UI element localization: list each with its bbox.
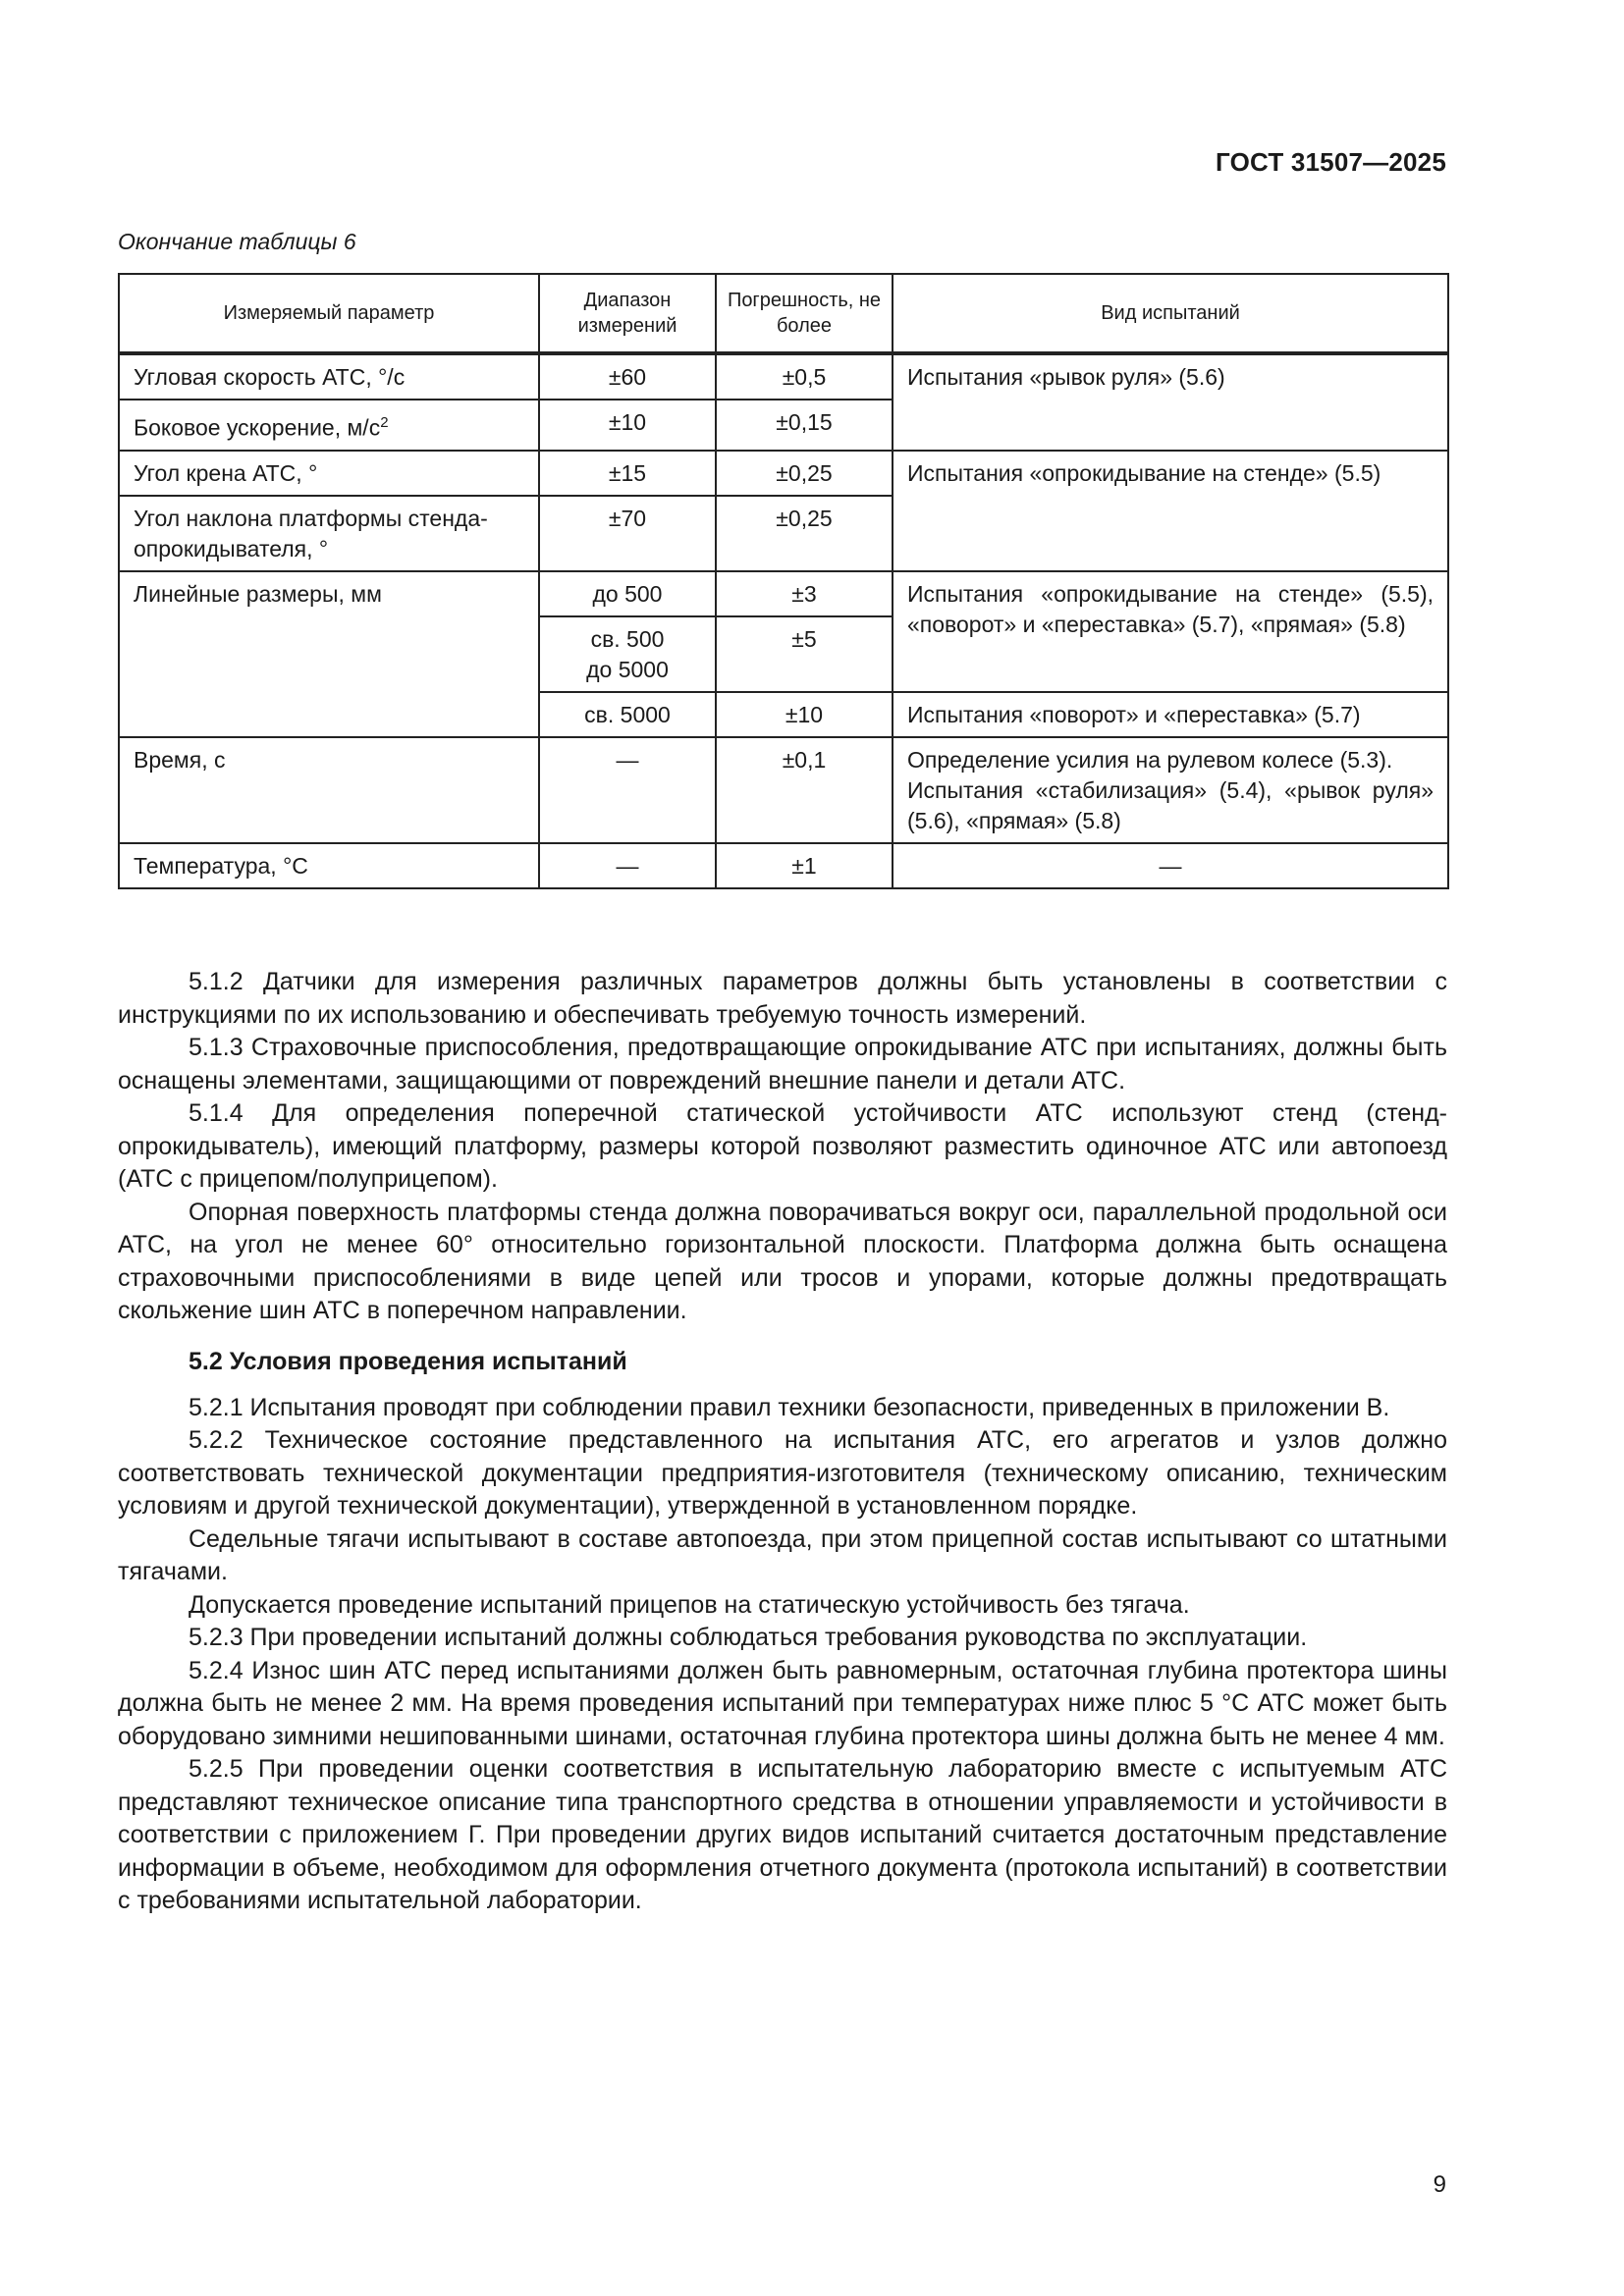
cell-range: — (539, 843, 716, 888)
paragraph-5-2-1: 5.2.1 Испытания проводят при соблюдении правил техники безопасности, приведенных в приложении В. (189, 1393, 1390, 1421)
table-row (119, 843, 1448, 888)
cell-test-type: Испытания «опрокидывание на стенде» (5.5) (893, 451, 1448, 571)
cell-range: — (539, 737, 716, 843)
cell-test-type: Испытания «рывок руля» (5.6) (893, 353, 1448, 451)
paragraph-5-1-4: 5.1.4 Для определения поперечной статической устойчивости АТС используют стенд (стенд-опрокидыватель), имеющий платформу, размеры которой позволяют разместить одиночное АТС или автопоезд (АТС с прицепом/полуприцепом). (118, 1099, 1447, 1193)
cell-test-type: Испытания «опрокидывание на стенде» (5.5), «поворот» и «переставка» (5.7), «прямая» (5.8) (893, 571, 1448, 692)
table-row (119, 451, 1448, 496)
cell-parameter-text: Боковое ускорение, м/с (134, 414, 381, 441)
cell-error: ±1 (716, 843, 893, 888)
table-row (119, 737, 1448, 843)
cell-parameter-superscript: 2 (380, 414, 389, 431)
paragraph-platform: Опорная поверхность платформы стенда должна поворачиваться вокруг оси, параллельной продольной оси АТС, на угол не менее 60° относительно горизонтальной плоскости. Платформа должна быть оснащена страховочными приспособлениями в виде цепей или тросов и упорами, которые должны предотвращать скольжение шин АТС в поперечном направлении. (118, 1198, 1447, 1324)
cell-range (539, 616, 716, 692)
table-caption: Окончание таблицы 6 (118, 229, 356, 254)
cell-range-line: до 5000 (586, 656, 669, 682)
cell-error: ±0,25 (716, 496, 893, 571)
cell-error: ±0,15 (716, 400, 893, 451)
paragraph-tractors: Седельные тягачи испытывают в составе автопоезда, при этом прицепной состав испытывают со штатными тягачами. (118, 1524, 1447, 1585)
cell-parameter: Угол крена АТС, ° (119, 451, 539, 496)
document-body (118, 966, 1447, 1918)
cell-test-type: Испытания «поворот» и «переставка» (5.7) (893, 692, 1448, 737)
cell-test-type-line: Испытания «стабилизация» (5.4), «рывок руля» (5.6), «прямая» (5.8) (907, 776, 1434, 833)
cell-range: ±60 (539, 353, 716, 400)
document-code: ГОСТ 31507—2025 (1216, 147, 1446, 177)
table-row (119, 571, 1448, 616)
table-row (119, 353, 1448, 400)
cell-error: ±0,25 (716, 451, 893, 496)
cell-range: ±10 (539, 400, 716, 451)
measurement-table (118, 273, 1449, 889)
cell-error: ±10 (716, 692, 893, 737)
header-test-type: Вид испытаний (893, 274, 1448, 353)
paragraph-5-2-2: 5.2.2 Техническое состояние представленного на испытания АТС, его агрегатов и узлов должно соответствовать технической документации предприятия-изготовителя (техническому описанию, техническим условиям и другой технической документации), утвержденной в установленном порядке. (118, 1426, 1447, 1520)
cell-range-line: св. 500 (590, 625, 665, 652)
paragraph-5-2-4: 5.2.4 Износ шин АТС перед испытаниями должен быть равномерным, остаточная глубина протектора шины должна быть не менее 2 мм. На время проведения испытаний при температурах ниже плюс 5 °С АТС может быть оборудовано зимними нешипованными шинами, остаточная глубина протектора шины должна быть не менее 4 мм. (118, 1656, 1447, 1750)
section-heading-5-2: 5.2 Условия проведения испытаний (189, 1347, 627, 1375)
cell-parameter (119, 400, 539, 451)
cell-parameter: Время, с (119, 737, 539, 843)
paragraph-5-1-2: 5.1.2 Датчики для измерения различных параметров должны быть установлены в соответствии с инструкциями по их использованию и обеспечивать требуемую точность измерений. (118, 968, 1447, 1029)
table-header-row (119, 274, 1448, 353)
cell-error: ±0,5 (716, 353, 893, 400)
cell-parameter: Линейные размеры, мм (119, 571, 539, 737)
paragraph-5-2-5: 5.2.5 При проведении оценки соответствия в испытательную лабораторию вместе с испытуемым АТС представляют техническое описание типа транспортного средства в отношении управляемости и устойчивости в соответствии с приложением Г. При проведении других видов испытаний считается достаточным представление информации в объеме, необходимом для оформления отчетного документа (протокола испытаний) в соответствии с требованиями испытательной лаборатории. (118, 1755, 1447, 1914)
paragraph-5-1-3: 5.1.3 Страховочные приспособления, предотвращающие опрокидывание АТС при испытаниях, должны быть оснащены элементами, защищающими от повреждений внешние панели и детали АТС. (118, 1034, 1447, 1095)
cell-error: ±3 (716, 571, 893, 616)
header-parameter: Измеряемый параметр (119, 274, 539, 353)
cell-test-type: — (893, 843, 1448, 888)
cell-parameter: Угловая скорость АТС, °/с (119, 353, 539, 400)
header-error: Погрешность, не более (716, 274, 893, 353)
paragraph-5-2-3: 5.2.3 При проведении испытаний должны соблюдаться требования руководства по эксплуатации. (189, 1624, 1308, 1651)
cell-test-type-line: Определение усилия на рулевом колесе (5.3). (907, 746, 1393, 773)
cell-range: до 500 (539, 571, 716, 616)
cell-range: ±15 (539, 451, 716, 496)
cell-range: ±70 (539, 496, 716, 571)
cell-error: ±5 (716, 616, 893, 692)
cell-error: ±0,1 (716, 737, 893, 843)
cell-range: св. 5000 (539, 692, 716, 737)
cell-parameter: Температура, °С (119, 843, 539, 888)
header-range: Диапазон измерений (539, 274, 716, 353)
page-number: 9 (1433, 2171, 1446, 2198)
paragraph-trailers: Допускается проведение испытаний прицепов на статическую устойчивость без тягача. (189, 1590, 1190, 1619)
cell-test-type (893, 737, 1448, 843)
cell-parameter: Угол наклона платформы стенда-опрокидывателя, ° (119, 496, 539, 571)
